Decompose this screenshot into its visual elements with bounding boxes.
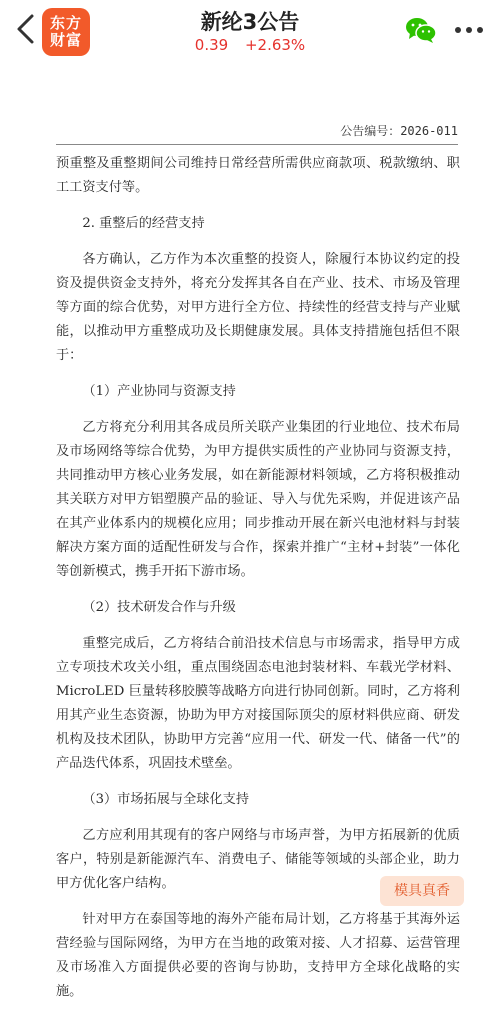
paragraph-tech-rnd: 重整完成后，乙方将结合前沿技术信息与市场需求，指导甲方成立专项技术攻关小组，重点围绕固态电池封装材料、车载光学材料、MicroLED 巨量转移胶膜等战略方向进行协同创新。同时，乙方将利用其产业生态资源，协助为甲方对接国际顶尖的原材料供应商、研发机构及技术团队，协助甲方完善“应用一代、研发一代、储备一代”的产品迭代体系，巩固技术壁垒。 [56,636,460,771]
stock-change-pct: +2.63% [244,36,306,54]
paragraph-overview: 各方确认，乙方作为本次重整的投资人，除履行本协议约定的投资及提供资金支持外，将充分发挥其各自在产业、技术、市场及管理等方面的综合优势，对甲方进行全方位、持续性的经营支持与产业赋能，以推动甲方重整成功及长期健康发展。具体支持措施包括但不限于： [56,252,460,363]
back-arrow-icon[interactable] [12,12,38,46]
subheading-tech-rnd: （2）技术研发合作与升级 [82,600,236,615]
paragraph-market-expansion: 乙方应利用其现有的客户网络与市场声誉，为甲方拓展新的优质客户，特别是新能源汽车、消费电子、储能等领域的头部企业，助力甲方优化客户结构。 [56,828,460,891]
subheading-market-expansion: （3）市场拓展与全球化支持 [82,792,250,807]
wechat-icon[interactable] [405,16,437,44]
paragraph-overseas: 针对甲方在泰国等地的海外产能布局计划，乙方将基于其海外运营经验与国际网络，为甲方在当地的政策对接、人才招募、运营管理及市场准入方面提供必要的咨询与协助，支持甲方全球化战略的实施。 [56,912,460,999]
subheading-industry-synergy: （1）产业协同与资源支持 [82,384,236,399]
announcement-number: 公告编号：2026-011 [340,124,458,138]
logo-line-2: 财富 [49,31,82,49]
floating-promo-button[interactable]: 模具真香 [380,876,464,906]
app-logo[interactable] [42,8,90,56]
stock-price: 0.39 [194,36,229,54]
section-heading-2: 2. 重整后的经营支持 [82,216,205,231]
stock-quote [150,36,350,54]
stock-name: 新纶3公告 [200,10,300,34]
app-header [0,0,500,64]
header-divider [56,144,458,145]
paragraph-industry-synergy: 乙方将充分利用其各成员所关联产业集团的行业地位、技术布局及市场网络等综合优势，为甲方提供实质性的产业协同与资源支持，共同推动甲方核心业务发展，如在新能源材料领域，乙方将积极推动其关联方对甲方铝塑膜产品的验证、导入与优先采购，并促进该产品在其产业体系内的规模化应用；同步推动开展在新兴电池材料与封装解决方案方面的适配性研发与合作，探索并推广“主材+封装”一体化等创新模式，携手开拓下游市场。 [56,420,460,579]
more-icon[interactable] [454,26,484,34]
logo-line-1: 东方 [49,14,82,32]
paragraph-continuation: 预重整及重整期间公司维持日常经营所需供应商款项、税款缴纳、职工工资支付等。 [56,156,460,195]
